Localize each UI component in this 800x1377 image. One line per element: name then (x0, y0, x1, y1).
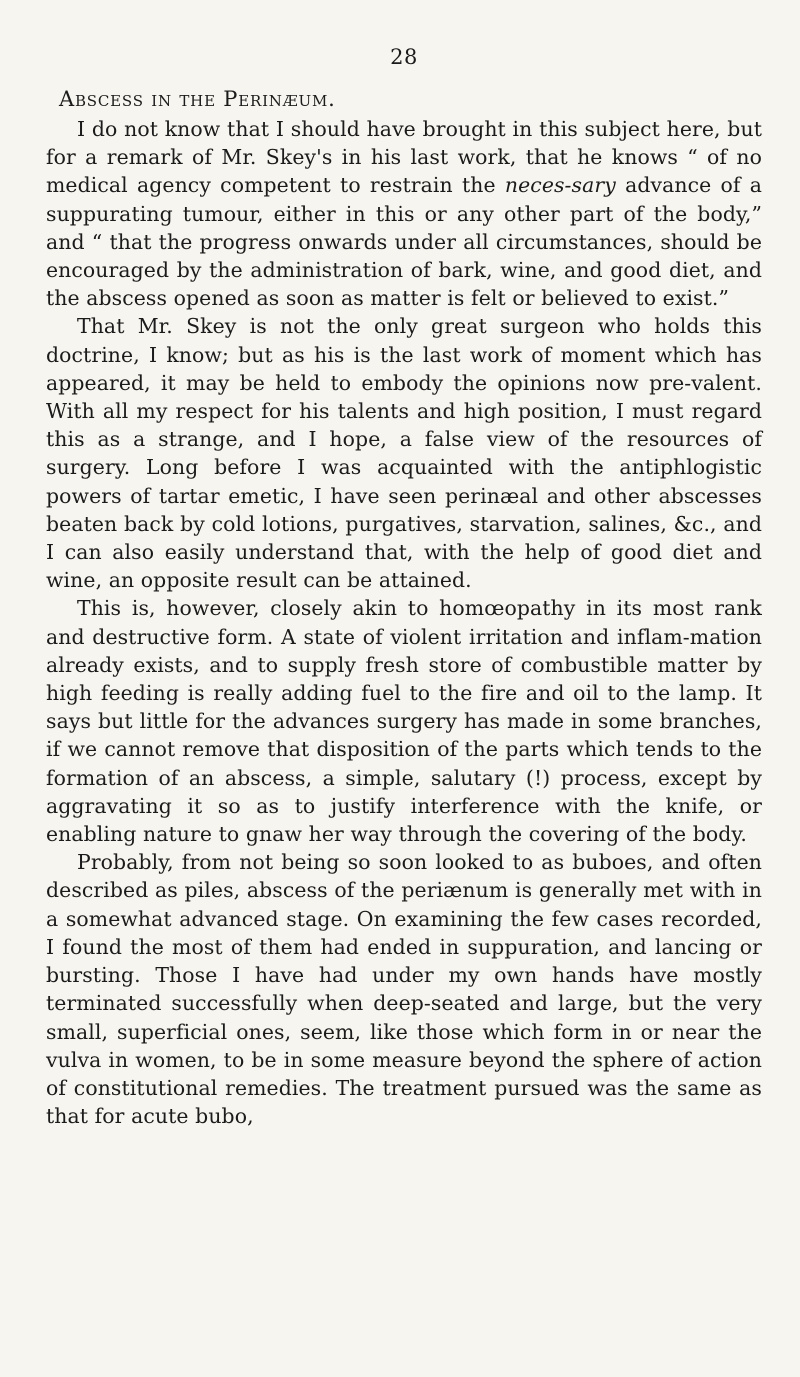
paragraph (46, 115, 762, 312)
paragraph-text: Probably, from not being so soon looked to as buboes, and often described as piles, abscess of the periænum is generally met with in a somewhat advanced stage. On examining the few cases recorded, I found the most of them had ended in suppuration, and lancing or bursting. Those I have had under my own hands have mostly terminated successfully when deep-seated and large, but the very small, superficial ones, seem, like those which form in or near the vulva in women, to be in some measure beyond the sphere of action of constitutional remedies. The treatment pursued was the same as that for acute bubo, (46, 850, 762, 1129)
section-heading: Abscess in the Perinæum. (59, 87, 336, 111)
body-text (46, 115, 762, 1130)
page-number: 28 (390, 45, 418, 69)
paragraph (46, 594, 762, 848)
paragraph (46, 848, 762, 1130)
italic-text: neces-sary (504, 173, 616, 198)
paragraph-text: That Mr. Skey is not the only great surgeon who holds this doctrine, I know; but as his is the last work of moment which has appeared, it may be held to embody the opinions now pre-valent. With all my respect for his talents and high position, I must regard this as a strange, and I hope, a false view of the resources of surgery. Long before I was acquainted with the antiphlogistic powers of tartar emetic, I have seen perinæal and other abscesses beaten back by cold lotions, purgatives, starvation, salines, &c., and I can also easily understand that, with the help of good diet and wine, an opposite result can be attained. (46, 314, 762, 593)
paragraph-text: advance of a suppurating tumour, either in this or any other part of the body,” and “ that the progress onwards under all circumstances, should be encouraged by the administration of bark, wine, and good diet, and the abscess opened as soon as matter is felt or believed to exist.” (46, 173, 763, 311)
paragraph-text: I do not know that I should have brought in this subject here, but for a remark of Mr. Skey's in his last work, that he knows “ of no medical agency competent to restrain the (46, 117, 762, 198)
paragraph-text: This is, however, closely akin to homœopathy in its most rank and destructive form. A state of violent irritation and inflam-mation already exists, and to supply fresh store of combustible matter by high feeding is really adding fuel to the fire and oil to the lamp. It says but little for the advances surgery has made in some branches, if we cannot remove that disposition of the parts which tends to the formation of an abscess, a simple, salutary (!) process, except by aggravating it so as to justify interference with the knife, or enabling nature to gnaw her way through the covering of the body. (46, 596, 762, 847)
paragraph (46, 312, 762, 594)
